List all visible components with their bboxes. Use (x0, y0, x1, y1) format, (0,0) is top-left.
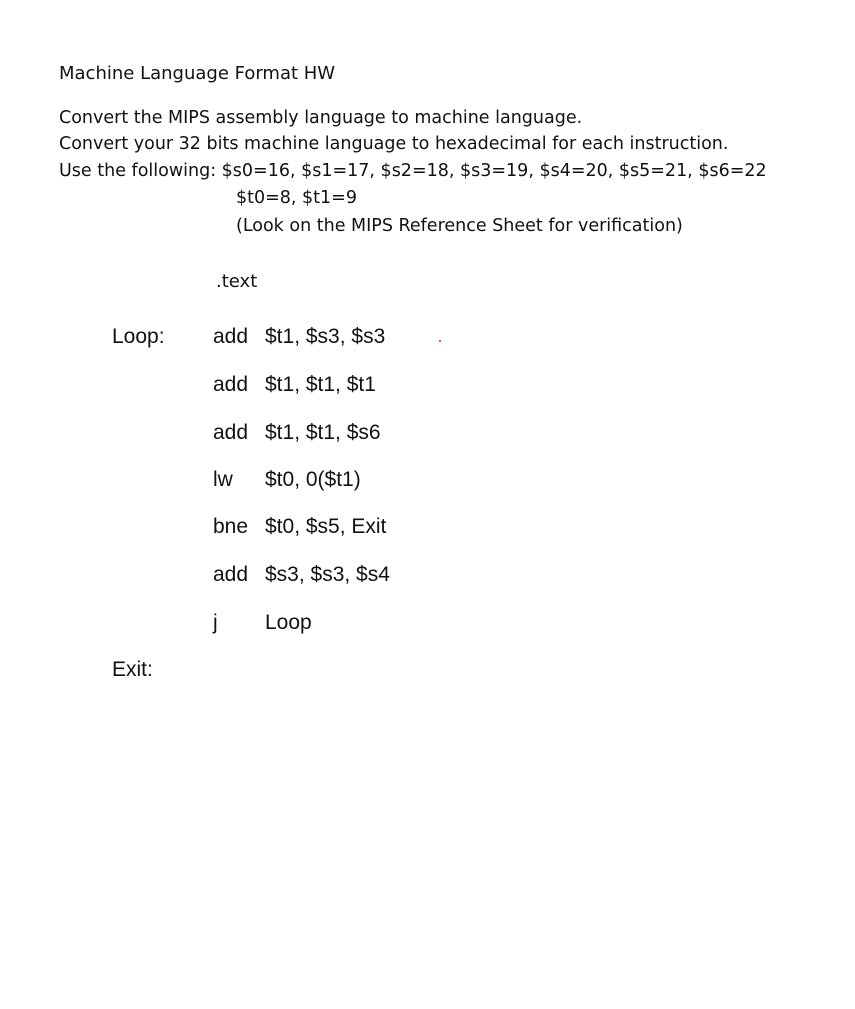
operands: $t0, $s5, Exit (265, 515, 387, 538)
operands: $t0, 0($t1) (265, 468, 361, 491)
operands: $s3, $s3, $s4 (265, 563, 390, 586)
operands: $t1, $t1, $t1 (265, 373, 376, 396)
instruction-line: Use the following: $s0=16, $s1=17, $s2=18, $s3=19, $s4=20, $s5=21, $s6=22 (59, 161, 767, 181)
page-title: Machine Language Format HW (59, 63, 336, 84)
exit-label: Exit: (112, 658, 153, 681)
opcode: lw (213, 468, 233, 491)
opcode: j (213, 611, 218, 634)
opcode: add (213, 325, 249, 348)
instruction-line: Convert the MIPS assembly language to machine language. (59, 108, 583, 128)
stray-mark (439, 340, 441, 342)
operands: Loop (265, 611, 312, 634)
reference-note: (Look on the MIPS Reference Sheet for verification) (236, 216, 683, 236)
loop-label: Loop: (112, 325, 165, 348)
text-directive: .text (216, 271, 258, 292)
opcode: bne (213, 515, 249, 538)
opcode: add (213, 421, 249, 444)
operands: $t1, $s3, $s3 (265, 325, 386, 348)
register-values-continuation: $t0=8, $t1=9 (236, 188, 357, 208)
instruction-line: Convert your 32 bits machine language to hexadecimal for each instruction. (59, 134, 729, 154)
operands: $t1, $t1, $s6 (265, 421, 381, 444)
opcode: add (213, 373, 249, 396)
opcode: add (213, 563, 249, 586)
